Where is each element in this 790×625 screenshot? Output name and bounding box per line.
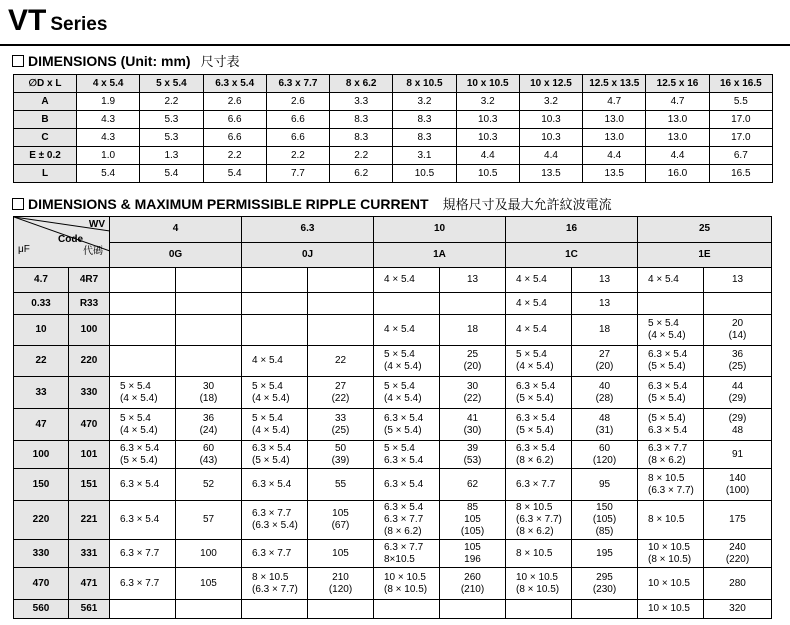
case-size: 4 × 5.4	[242, 346, 308, 377]
dimension-value: 3.3	[330, 93, 393, 111]
ripple-current: 30 (22)	[440, 377, 506, 409]
case-size	[242, 600, 308, 619]
dimension-value: 16.0	[646, 165, 709, 183]
dimension-value: 8.3	[393, 129, 456, 147]
case-size: 8 × 10.5 (6.3 × 7.7)	[242, 568, 308, 600]
dimension-value: 4.4	[583, 147, 646, 165]
checkbox-square-icon	[12, 198, 24, 210]
dimension-value: 5.3	[140, 129, 203, 147]
ripple-current: 36 (25)	[704, 346, 772, 377]
ripple-current: 240 (220)	[704, 540, 772, 568]
capacitance-value: 22	[14, 346, 69, 377]
case-size: 6.3 × 7.7 (6.3 × 5.4)	[242, 501, 308, 540]
case-size	[242, 268, 308, 293]
ripple-current: 22	[308, 346, 374, 377]
dimension-size-header: 4 x 5.4	[77, 75, 140, 93]
voltage-header: 25	[638, 217, 772, 243]
ripple-current	[308, 600, 374, 619]
ripple-current	[440, 600, 506, 619]
case-size: 5 × 5.4 (4 × 5.4)	[110, 409, 176, 441]
capacitance-code: 4R7	[69, 268, 110, 293]
voltage-header: 16	[506, 217, 638, 243]
dimension-value: 2.2	[203, 147, 266, 165]
case-size	[374, 293, 440, 315]
case-size: 8 × 10.5 (6.3 × 7.7) (8 × 6.2)	[506, 501, 572, 540]
dimension-value: 10.5	[456, 165, 519, 183]
dimension-size-header: 10 x 10.5	[456, 75, 519, 93]
corner-code-cjk-label: 代碼	[83, 246, 103, 257]
dimension-value: 5.4	[140, 165, 203, 183]
ripple-title-cjk: 規格尺寸及最大允許紋波電流	[442, 198, 612, 213]
case-size: 5 × 5.4 (4 × 5.4)	[638, 315, 704, 346]
capacitance-code: 100	[69, 315, 110, 346]
code-header-row	[14, 242, 772, 268]
ripple-current: 60 (120)	[572, 441, 638, 469]
dimension-size-header: 16 x 16.5	[709, 75, 772, 93]
dimension-size-header: 12.5 x 13.5	[583, 75, 646, 93]
dimension-value: 10.3	[456, 129, 519, 147]
ripple-current: 85 105 (105)	[440, 501, 506, 540]
ripple-current: 105 (67)	[308, 501, 374, 540]
ripple-row	[14, 315, 772, 346]
ripple-current: 210 (120)	[308, 568, 374, 600]
case-size: 6.3 × 7.7	[110, 568, 176, 600]
dimension-value: 13.5	[583, 165, 646, 183]
ripple-current: (29) 48	[704, 409, 772, 441]
dimension-value: 2.2	[140, 93, 203, 111]
dimension-value: 6.6	[203, 111, 266, 129]
model-name: VT	[8, 4, 47, 37]
dimension-value: 17.0	[709, 129, 772, 147]
ripple-current: 175	[704, 501, 772, 540]
dimension-row-label: L	[14, 165, 77, 183]
case-size: 8 × 10.5 (6.3 × 7.7)	[638, 469, 704, 501]
capacitance-code: 151	[69, 469, 110, 501]
dimension-row	[14, 111, 773, 129]
ripple-current	[440, 293, 506, 315]
case-size: 4 × 5.4	[506, 315, 572, 346]
case-size: 5 × 5.4 6.3 × 5.4	[374, 441, 440, 469]
ripple-row	[14, 268, 772, 293]
dimension-value: 16.5	[709, 165, 772, 183]
ripple-current	[176, 600, 242, 619]
ripple-row	[14, 409, 772, 441]
ripple-current: 195	[572, 540, 638, 568]
dimension-value: 6.2	[330, 165, 393, 183]
case-size: 5 × 5.4 (4 × 5.4)	[242, 377, 308, 409]
ripple-current: 150 (105) (85)	[572, 501, 638, 540]
capacitance-code: 470	[69, 409, 110, 441]
header-rule	[0, 44, 790, 46]
ripple-current: 27 (20)	[572, 346, 638, 377]
dimension-row-label: E ± 0.2	[14, 147, 77, 165]
ripple-current	[176, 293, 242, 315]
case-size: 8 × 10.5	[638, 501, 704, 540]
case-size: 10 × 10.5 (8 × 10.5)	[374, 568, 440, 600]
dimension-value: 10.3	[519, 129, 582, 147]
case-size: 4 × 5.4	[506, 268, 572, 293]
dimensions-title-cjk: 尺寸表	[200, 55, 240, 70]
dimension-value: 3.1	[393, 147, 456, 165]
dimension-row	[14, 147, 773, 165]
dimension-size-header: 10 x 12.5	[519, 75, 582, 93]
case-size: 5 × 5.4 (4 × 5.4)	[374, 377, 440, 409]
voltage-header: 10	[374, 217, 506, 243]
capacitance-code: 221	[69, 501, 110, 540]
dimension-row	[14, 93, 773, 111]
ripple-row	[14, 540, 772, 568]
case-size: 6.3 × 7.7	[110, 540, 176, 568]
dimension-value: 17.0	[709, 111, 772, 129]
capacitance-code: 220	[69, 346, 110, 377]
dimension-value: 13.0	[583, 129, 646, 147]
dimensions-section-title	[12, 51, 240, 70]
ripple-current: 140 (100)	[704, 469, 772, 501]
case-size: 10 × 10.5	[638, 568, 704, 600]
ripple-row	[14, 568, 772, 600]
dimension-value: 6.6	[266, 111, 329, 129]
dimension-value: 2.6	[203, 93, 266, 111]
dimension-value: 13.0	[583, 111, 646, 129]
dimension-value: 10.3	[519, 111, 582, 129]
voltage-code-header: 0G	[110, 242, 242, 268]
ripple-current: 280	[704, 568, 772, 600]
checkbox-square-icon	[12, 55, 24, 67]
case-size: 10 × 10.5	[638, 600, 704, 619]
dimension-value: 4.7	[646, 93, 709, 111]
ripple-current: 100	[176, 540, 242, 568]
ripple-row	[14, 346, 772, 377]
capacitance-code: R33	[69, 293, 110, 315]
dimension-value: 5.5	[709, 93, 772, 111]
ripple-current: 260 (210)	[440, 568, 506, 600]
ripple-current: 41 (30)	[440, 409, 506, 441]
case-size: 6.3 × 5.4 (8 × 6.2)	[506, 441, 572, 469]
dimension-value: 3.2	[456, 93, 519, 111]
dimension-value: 13.5	[519, 165, 582, 183]
dimension-value: 1.9	[77, 93, 140, 111]
ripple-current: 27 (22)	[308, 377, 374, 409]
capacitance-value: 330	[14, 540, 69, 568]
case-size: 6.3 × 5.4 (5 × 5.4)	[506, 409, 572, 441]
dimension-value: 4.7	[583, 93, 646, 111]
dimensions-corner-label: ∅D x L	[14, 75, 77, 93]
ripple-current: 320	[704, 600, 772, 619]
ripple-current	[572, 600, 638, 619]
capacitance-value: 220	[14, 501, 69, 540]
dimension-row	[14, 165, 773, 183]
case-size: 6.3 × 5.4 6.3 × 7.7 (8 × 6.2)	[374, 501, 440, 540]
ripple-current	[308, 315, 374, 346]
ripple-row	[14, 600, 772, 619]
ripple-row	[14, 293, 772, 315]
ripple-row	[14, 441, 772, 469]
dimension-value: 1.3	[140, 147, 203, 165]
case-size: 8 × 10.5	[506, 540, 572, 568]
dimension-row-label: A	[14, 93, 77, 111]
dimension-value: 3.2	[519, 93, 582, 111]
ripple-current: 44 (29)	[704, 377, 772, 409]
voltage-code-header: 1A	[374, 242, 506, 268]
ripple-current: 33 (25)	[308, 409, 374, 441]
case-size: 6.3 × 5.4 (5 × 5.4)	[110, 441, 176, 469]
corner-wv-label: WV	[88, 219, 105, 230]
dimension-value: 8.3	[393, 111, 456, 129]
dimension-size-header: 6.3 x 7.7	[266, 75, 329, 93]
case-size: 6.3 × 5.4 (5 × 5.4)	[506, 377, 572, 409]
capacitance-value: 470	[14, 568, 69, 600]
case-size: 10 × 10.5 (8 × 10.5)	[506, 568, 572, 600]
series-label: Series	[50, 14, 108, 35]
ripple-current: 105 196	[440, 540, 506, 568]
case-size	[110, 293, 176, 315]
dimension-value: 6.7	[709, 147, 772, 165]
dimension-size-header: 12.5 x 16	[646, 75, 709, 93]
ripple-current: 48 (31)	[572, 409, 638, 441]
dimensions-title: DIMENSIONS (Unit: mm)	[28, 53, 191, 69]
dimension-size-header: 6.3 x 5.4	[203, 75, 266, 93]
ripple-corner-cell	[14, 217, 110, 268]
dimension-size-header: 8 x 10.5	[393, 75, 456, 93]
dimension-value: 8.3	[330, 129, 393, 147]
case-size: 5 × 5.4 (4 × 5.4)	[506, 346, 572, 377]
voltage-header: 6.3	[242, 217, 374, 243]
ripple-current: 95	[572, 469, 638, 501]
ripple-current: 105	[176, 568, 242, 600]
case-size: (5 × 5.4) 6.3 × 5.4	[638, 409, 704, 441]
case-size: 6.3 × 5.4	[110, 469, 176, 501]
ripple-current	[308, 268, 374, 293]
case-size	[110, 346, 176, 377]
dimension-value: 5.3	[140, 111, 203, 129]
case-size	[110, 600, 176, 619]
capacitance-value: 4.7	[14, 268, 69, 293]
case-size: 5 × 5.4 (4 × 5.4)	[110, 377, 176, 409]
dimension-value: 1.0	[77, 147, 140, 165]
capacitance-value: 560	[14, 600, 69, 619]
case-size: 4 × 5.4	[374, 268, 440, 293]
dimension-row	[14, 129, 773, 147]
ripple-current	[308, 293, 374, 315]
capacitance-code: 561	[69, 600, 110, 619]
case-size	[506, 600, 572, 619]
corner-uf-label: μF	[18, 244, 30, 255]
case-size: 6.3 × 7.7	[506, 469, 572, 501]
ripple-current: 52	[176, 469, 242, 501]
dimensions-header-row	[14, 75, 773, 93]
dimension-row-label: C	[14, 129, 77, 147]
ripple-current: 62	[440, 469, 506, 501]
dimension-value: 6.6	[203, 129, 266, 147]
case-size	[242, 315, 308, 346]
ripple-current: 57	[176, 501, 242, 540]
case-size: 4 × 5.4	[638, 268, 704, 293]
capacitance-value: 100	[14, 441, 69, 469]
dimension-value: 13.0	[646, 111, 709, 129]
ripple-current	[176, 315, 242, 346]
dimension-size-header: 8 x 6.2	[330, 75, 393, 93]
dimension-value: 13.0	[646, 129, 709, 147]
ripple-section-title	[12, 194, 612, 213]
capacitance-code: 330	[69, 377, 110, 409]
corner-code-label: Code	[58, 234, 83, 245]
dimension-row-label: B	[14, 111, 77, 129]
ripple-current: 18	[572, 315, 638, 346]
case-size	[374, 600, 440, 619]
ripple-current: 30 (18)	[176, 377, 242, 409]
voltage-code-header: 1E	[638, 242, 772, 268]
capacitance-value: 47	[14, 409, 69, 441]
dimension-value: 4.3	[77, 129, 140, 147]
dimension-value: 4.4	[646, 147, 709, 165]
ripple-current: 55	[308, 469, 374, 501]
dimension-value: 2.6	[266, 93, 329, 111]
case-size: 6.3 × 5.4 (5 × 5.4)	[638, 377, 704, 409]
ripple-current: 295 (230)	[572, 568, 638, 600]
dimension-value: 8.3	[330, 111, 393, 129]
capacitance-code: 101	[69, 441, 110, 469]
ripple-row	[14, 377, 772, 409]
voltage-code-header: 1C	[506, 242, 638, 268]
capacitance-value: 0.33	[14, 293, 69, 315]
case-size	[110, 268, 176, 293]
ripple-current: 13	[440, 268, 506, 293]
dimension-value: 2.2	[266, 147, 329, 165]
dimension-value: 4.3	[77, 111, 140, 129]
case-size: 6.3 × 7.7 8×10.5	[374, 540, 440, 568]
case-size: 6.3 × 5.4 (5 × 5.4)	[374, 409, 440, 441]
capacitance-code: 331	[69, 540, 110, 568]
dimension-value: 5.4	[203, 165, 266, 183]
case-size: 6.3 × 5.4	[110, 501, 176, 540]
ripple-current: 25 (20)	[440, 346, 506, 377]
dimension-value: 5.4	[77, 165, 140, 183]
case-size	[110, 315, 176, 346]
capacitance-value: 33	[14, 377, 69, 409]
dimension-value: 3.2	[393, 93, 456, 111]
case-size: 6.3 × 5.4	[374, 469, 440, 501]
dimension-value: 6.6	[266, 129, 329, 147]
voltage-header-row	[14, 217, 772, 243]
ripple-current: 39 (53)	[440, 441, 506, 469]
series-header	[8, 4, 107, 44]
dimension-value: 4.4	[519, 147, 582, 165]
case-size: 6.3 × 7.7	[242, 540, 308, 568]
case-size: 4 × 5.4	[374, 315, 440, 346]
case-size: 5 × 5.4 (4 × 5.4)	[374, 346, 440, 377]
case-size: 6.3 × 7.7 (8 × 6.2)	[638, 441, 704, 469]
ripple-current	[176, 268, 242, 293]
ripple-current: 18	[440, 315, 506, 346]
case-size: 6.3 × 5.4	[242, 469, 308, 501]
case-size: 10 × 10.5 (8 × 10.5)	[638, 540, 704, 568]
ripple-current	[704, 293, 772, 315]
case-size: 5 × 5.4 (4 × 5.4)	[242, 409, 308, 441]
dimension-value: 4.4	[456, 147, 519, 165]
ripple-title: DIMENSIONS & MAXIMUM PERMISSIBLE RIPPLE CURRENT	[28, 196, 429, 212]
ripple-current: 13	[572, 268, 638, 293]
case-size: 6.3 × 5.4 (5 × 5.4)	[242, 441, 308, 469]
case-size: 4 × 5.4	[506, 293, 572, 315]
case-size	[638, 293, 704, 315]
ripple-current: 40 (28)	[572, 377, 638, 409]
voltage-code-header: 0J	[242, 242, 374, 268]
case-size	[242, 293, 308, 315]
dimension-value: 10.5	[393, 165, 456, 183]
dimension-value: 7.7	[266, 165, 329, 183]
ripple-current: 13	[704, 268, 772, 293]
ripple-current: 36 (24)	[176, 409, 242, 441]
ripple-current: 13	[572, 293, 638, 315]
case-size: 6.3 × 5.4 (5 × 5.4)	[638, 346, 704, 377]
ripple-current	[176, 346, 242, 377]
ripple-row	[14, 469, 772, 501]
dimensions-table	[13, 74, 773, 183]
dimension-value: 2.2	[330, 147, 393, 165]
ripple-current: 105	[308, 540, 374, 568]
capacitance-value: 10	[14, 315, 69, 346]
voltage-header: 4	[110, 217, 242, 243]
ripple-current: 50 (39)	[308, 441, 374, 469]
ripple-current: 91	[704, 441, 772, 469]
dimension-size-header: 5 x 5.4	[140, 75, 203, 93]
capacitance-code: 471	[69, 568, 110, 600]
capacitance-value: 150	[14, 469, 69, 501]
ripple-current: 60 (43)	[176, 441, 242, 469]
ripple-table	[13, 216, 772, 619]
dimension-value: 10.3	[456, 111, 519, 129]
ripple-row	[14, 501, 772, 540]
ripple-current: 20 (14)	[704, 315, 772, 346]
